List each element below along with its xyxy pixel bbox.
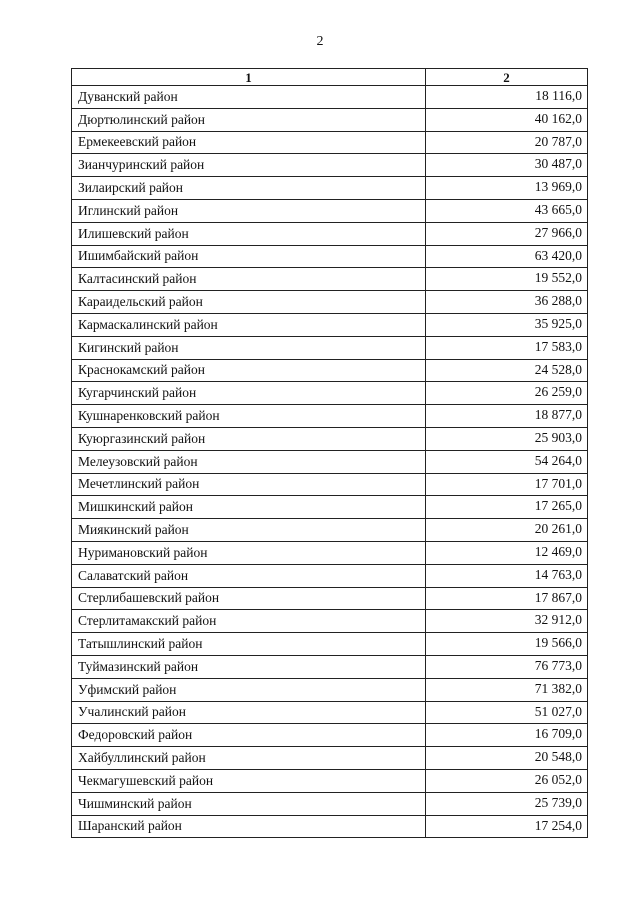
table-row xyxy=(72,427,588,450)
table-row xyxy=(72,792,588,815)
table-row xyxy=(72,633,588,656)
amount-cell: 17 701,0 xyxy=(426,473,588,496)
table-row xyxy=(72,769,588,792)
page-number: 2 xyxy=(316,34,324,49)
amount-cell: 32 912,0 xyxy=(426,610,588,633)
district-name-cell: Стерлибашевский район xyxy=(72,587,426,610)
amount-cell: 76 773,0 xyxy=(426,655,588,678)
table-row xyxy=(72,154,588,177)
amount-cell: 17 265,0 xyxy=(426,496,588,519)
table-row xyxy=(72,177,588,200)
district-name-cell: Кигинский район xyxy=(72,336,426,359)
amount-cell: 27 966,0 xyxy=(426,222,588,245)
table-row xyxy=(72,245,588,268)
amount-cell: 51 027,0 xyxy=(426,701,588,724)
amount-cell: 26 259,0 xyxy=(426,382,588,405)
table-row xyxy=(72,108,588,131)
district-name-cell: Учалинский район xyxy=(72,701,426,724)
amount-cell: 14 763,0 xyxy=(426,564,588,587)
amount-cell: 13 969,0 xyxy=(426,177,588,200)
table-row xyxy=(72,382,588,405)
amount-cell: 71 382,0 xyxy=(426,678,588,701)
district-name-cell: Мишкинский район xyxy=(72,496,426,519)
table-body xyxy=(72,86,588,838)
district-name-cell: Куюргазинский район xyxy=(72,427,426,450)
district-name-cell: Ишимбайский район xyxy=(72,245,426,268)
district-name-cell: Караидельский район xyxy=(72,291,426,314)
district-name-cell: Калтасинский район xyxy=(72,268,426,291)
district-name-cell: Илишевский район xyxy=(72,222,426,245)
amount-cell: 24 528,0 xyxy=(426,359,588,382)
amount-cell: 17 254,0 xyxy=(426,815,588,838)
amount-cell: 16 709,0 xyxy=(426,724,588,747)
district-name-cell: Иглинский район xyxy=(72,199,426,222)
amount-cell: 20 787,0 xyxy=(426,131,588,154)
district-name-cell: Кушнаренковский район xyxy=(72,405,426,428)
table-row xyxy=(72,678,588,701)
district-name-cell: Мечетлинский район xyxy=(72,473,426,496)
district-name-cell: Татышлинский район xyxy=(72,633,426,656)
table-row xyxy=(72,747,588,770)
table-row xyxy=(72,564,588,587)
district-name-cell: Краснокамский район xyxy=(72,359,426,382)
table-row xyxy=(72,496,588,519)
amount-cell: 20 261,0 xyxy=(426,519,588,542)
table-header-row xyxy=(72,69,588,86)
district-name-cell: Уфимский район xyxy=(72,678,426,701)
district-name-cell: Зианчуринский район xyxy=(72,154,426,177)
amount-cell: 17 867,0 xyxy=(426,587,588,610)
amount-cell: 17 583,0 xyxy=(426,336,588,359)
district-name-cell: Туймазинский район xyxy=(72,655,426,678)
table-row xyxy=(72,519,588,542)
table-row xyxy=(72,131,588,154)
table-row xyxy=(72,450,588,473)
table-row xyxy=(72,541,588,564)
table-row xyxy=(72,405,588,428)
table-row xyxy=(72,268,588,291)
district-name-cell: Шаранский район xyxy=(72,815,426,838)
amount-cell: 12 469,0 xyxy=(426,541,588,564)
amount-cell: 19 552,0 xyxy=(426,268,588,291)
table-row xyxy=(72,655,588,678)
amount-cell: 20 548,0 xyxy=(426,747,588,770)
district-name-cell: Мелеузовский район xyxy=(72,450,426,473)
amount-cell: 26 052,0 xyxy=(426,769,588,792)
district-name-cell: Кугарчинский район xyxy=(72,382,426,405)
district-name-cell: Федоровский район xyxy=(72,724,426,747)
table-row xyxy=(72,815,588,838)
column-header-1: 1 xyxy=(72,69,426,86)
district-name-cell: Ермекеевский район xyxy=(72,131,426,154)
table-row xyxy=(72,587,588,610)
district-table xyxy=(71,68,588,838)
table-row xyxy=(72,701,588,724)
amount-cell: 43 665,0 xyxy=(426,199,588,222)
table-row xyxy=(72,199,588,222)
table-row xyxy=(72,313,588,336)
district-name-cell: Дюртюлинский район xyxy=(72,108,426,131)
amount-cell: 18 116,0 xyxy=(426,86,588,109)
column-header-2: 2 xyxy=(426,69,588,86)
amount-cell: 40 162,0 xyxy=(426,108,588,131)
district-name-cell: Миякинский район xyxy=(72,519,426,542)
table-row xyxy=(72,473,588,496)
amount-cell: 35 925,0 xyxy=(426,313,588,336)
district-name-cell: Стерлитамакский район xyxy=(72,610,426,633)
amount-cell: 30 487,0 xyxy=(426,154,588,177)
district-name-cell: Дуванский район xyxy=(72,86,426,109)
table-row xyxy=(72,291,588,314)
table-row xyxy=(72,222,588,245)
amount-cell: 25 903,0 xyxy=(426,427,588,450)
district-name-cell: Салаватский район xyxy=(72,564,426,587)
district-name-cell: Чекмагушевский район xyxy=(72,769,426,792)
district-name-cell: Нуримановский район xyxy=(72,541,426,564)
amount-cell: 36 288,0 xyxy=(426,291,588,314)
district-name-cell: Хайбуллинский район xyxy=(72,747,426,770)
amount-cell: 63 420,0 xyxy=(426,245,588,268)
table-row xyxy=(72,610,588,633)
amount-cell: 25 739,0 xyxy=(426,792,588,815)
table-row xyxy=(72,336,588,359)
amount-cell: 54 264,0 xyxy=(426,450,588,473)
table-row xyxy=(72,724,588,747)
district-name-cell: Зилаирский район xyxy=(72,177,426,200)
district-name-cell: Чишминский район xyxy=(72,792,426,815)
district-name-cell: Кармаскалинский район xyxy=(72,313,426,336)
amount-cell: 18 877,0 xyxy=(426,405,588,428)
table-row xyxy=(72,359,588,382)
amount-cell: 19 566,0 xyxy=(426,633,588,656)
table-row xyxy=(72,86,588,109)
